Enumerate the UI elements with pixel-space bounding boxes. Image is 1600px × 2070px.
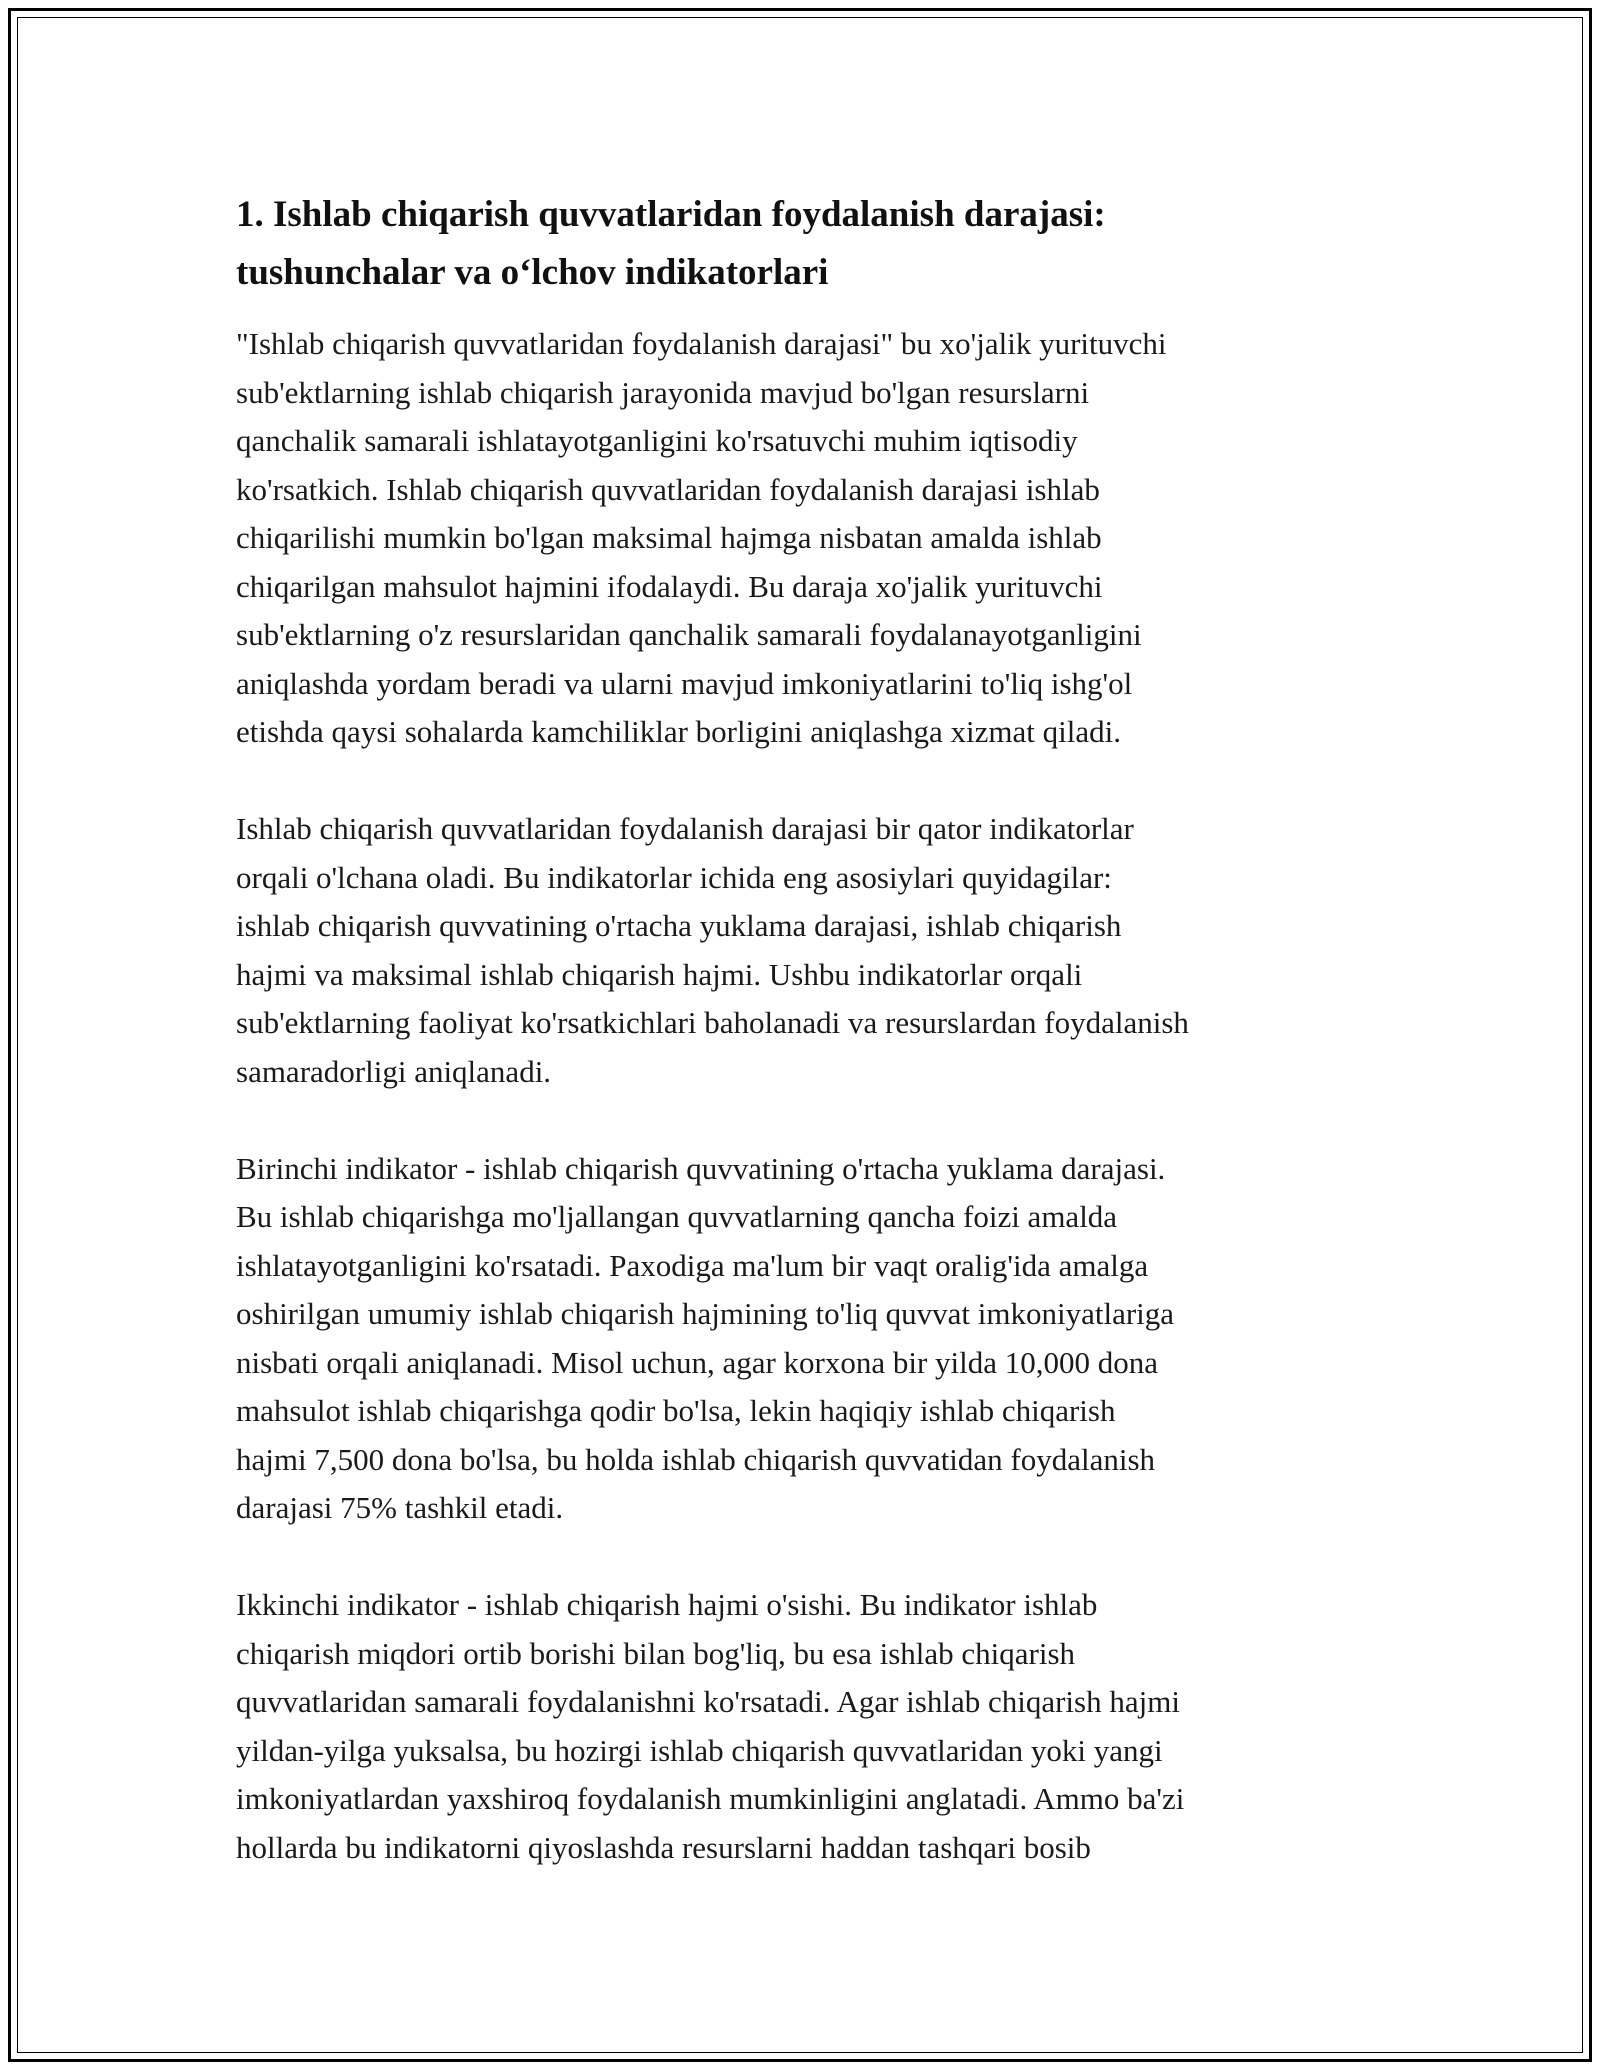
- paragraph-indicators: [236, 805, 1376, 1096]
- paragraph-line: quvvatlaridan samarali foydalanishni ko'rsatadi. Agar ishlab chiqarish hajmi: [236, 1684, 1180, 1719]
- paragraph-line: ishlab chiqarish quvvatining o'rtacha yuklama darajasi, ishlab chiqarish: [236, 908, 1122, 943]
- paragraph-line: sub'ektlarning o'z resurslaridan qanchalik samarali foydalanayotganligini: [236, 617, 1142, 652]
- paragraph-line: imkoniyatlardan yaxshiroq foydalanish mumkinligini anglatadi. Ammo ba'zi: [236, 1781, 1185, 1816]
- paragraph-second-indicator: [236, 1581, 1376, 1872]
- paragraph-line: samaradorligi aniqlanadi.: [236, 1053, 552, 1089]
- paragraph-line: ko'rsatkich. Ishlab chiqarish quvvatlaridan foydalanish darajasi ishlab: [236, 471, 1100, 507]
- paragraph-line: etishda qaysi sohalarda kamchiliklar borligini aniqlashga xizmat qiladi.: [236, 714, 1121, 749]
- paragraph-line: chiqarish miqdori ortib borishi bilan bog'liq, bu esa ishlab chiqarish: [236, 1635, 1076, 1671]
- paragraph-line: qanchalik samarali ishlatayotganligini ko'rsatuvchi muhim iqtisodiy: [236, 423, 1078, 458]
- paragraph-line: Ishlab chiqarish quvvatlaridan foydalanish darajasi bir qator indikatorlar: [236, 811, 1134, 846]
- paragraph-line: sub'ektlarning faoliyat ko'rsatkichlari baholanadi va resurslardan foydalanish: [236, 1005, 1189, 1040]
- paragraph-line: Birinchi indikator - ishlab chiqarish quvvatining o'rtacha yuklama darajasi.: [236, 1150, 1166, 1186]
- paragraph-line: chiqarilishi mumkin bo'lgan maksimal hajmga nisbatan amalda ishlab: [236, 520, 1102, 555]
- paragraph-line: chiqarilgan mahsulot hajmini ifodalaydi. Bu daraja xo'jalik yurituvchi: [236, 568, 1103, 604]
- paragraph-line: hajmi 7,500 dona bo'lsa, bu holda ishlab chiqarish quvvatidan foydalanish: [236, 1441, 1156, 1477]
- paragraph-line: mahsulot ishlab chiqarishga qodir bo'lsa, lekin haqiqiy ishlab chiqarish: [236, 1393, 1116, 1428]
- section-heading: [236, 186, 1376, 302]
- document-body: [236, 186, 1376, 1921]
- heading-line: tushunchalar va o‘lchov indikatorlari: [236, 252, 829, 293]
- paragraph-line: darajasi 75% tashkil etadi.: [236, 1490, 564, 1525]
- paragraph-definition: [236, 320, 1376, 757]
- paragraph-line: ishlatayotganligini ko'rsatadi. Paxodiga ma'lum bir vaqt oralig'ida amalga: [236, 1247, 1149, 1283]
- paragraph-first-indicator: [236, 1145, 1376, 1533]
- paragraph-line: hajmi va maksimal ishlab chiqarish hajmi. Ushbu indikatorlar orqali: [236, 956, 1083, 992]
- paragraph-line: sub'ektlarning ishlab chiqarish jarayonida mavjud bo'lgan resurslarni: [236, 374, 1090, 410]
- paragraph-line: oshirilgan umumiy ishlab chiqarish hajmining to'liq quvvat imkoniyatlariga: [236, 1296, 1175, 1331]
- paragraph-line: yildan-yilga yuksalsa, bu hozirgi ishlab chiqarish quvvatlaridan yoki yangi: [236, 1732, 1163, 1768]
- heading-line: 1. Ishlab chiqarish quvvatlaridan foydalanish darajasi:: [236, 194, 1106, 235]
- paragraph-line: "Ishlab chiqarish quvvatlaridan foydalanish darajasi" bu xo'jalik yurituvchi: [236, 326, 1167, 361]
- paragraph-line: Ikkinchi indikator - ishlab chiqarish hajmi o'sishi. Bu indikator ishlab: [236, 1587, 1098, 1622]
- paragraph-line: aniqlashda yordam beradi va ularni mavjud imkoniyatlarini to'liq ishg'ol: [236, 665, 1133, 701]
- paragraph-line: Bu ishlab chiqarishga mo'ljallangan quvvatlarning qancha foizi amalda: [236, 1199, 1118, 1234]
- paragraph-line: nisbati orqali aniqlanadi. Misol uchun, agar korxona bir yilda 10,000 dona: [236, 1344, 1159, 1380]
- paragraph-line: hollarda bu indikatorni qiyoslashda resurslarni haddan tashqari bosib: [236, 1829, 1091, 1865]
- paragraph-line: orqali o'lchana oladi. Bu indikatorlar ichida eng asosiylari quyidagilar:: [236, 859, 1112, 895]
